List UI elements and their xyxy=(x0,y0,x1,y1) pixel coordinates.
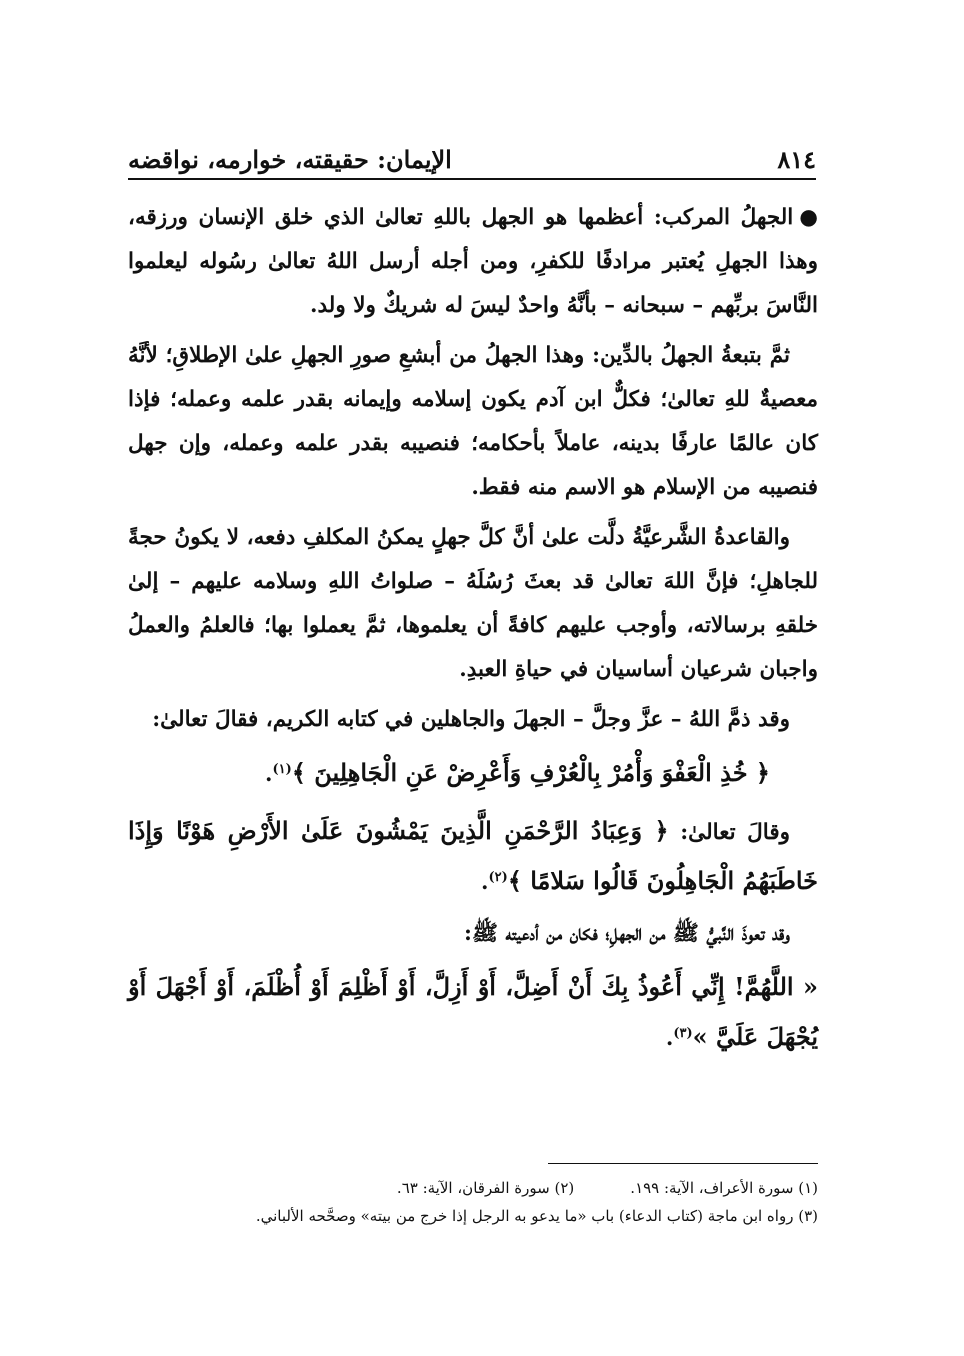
paragraph-text: الجهلُ المركب: أعظمها هو الجهل باللهِ تعالىٰ الذي خلق الإنسان ورزقه، وهذا الجهلِ يُعتبر مرادفًا للكفرِ، ومن أجله أرسل اللهُ تعالىٰ رسُوله ليعلموا النَّاسَ بربِّهم – سبحانه – بأنَّهُ واحدٌ ليسَ له شريكٌ ولا ولد. xyxy=(128,205,818,318)
verse-text: ﴿ خُذِ الْعَفْوَ وَأْمُرْ بِالْعُرْفِ وَأَعْرِضْ عَنِ الْجَاهِلِينَ ﴾ xyxy=(291,758,770,787)
footnote-rule xyxy=(548,1163,818,1164)
running-title: الإيمان: حقيقته، خوارمه، نواقضه xyxy=(128,145,452,174)
paragraph-supplication: وقد تعوذَ النَّبيُّ ﷺ من الجهلِ؛ فكان من أدعيته ﷺ: xyxy=(464,921,790,946)
footnote-ref-1: (١) xyxy=(272,761,292,777)
footnote-3: (٣) رواه ابن ماجة (كتاب الدعاء) باب «ما يدعو به الرجل إذا خرج من بيته» وصحَّحه الألباني. xyxy=(255,1207,818,1225)
hadith-text: « اللَّهُمَّ! إِنِّي أَعُوذُ بِكَ أَنْ أَضِلَّ، أَوْ أَزِلَّ، أَوْ أَظْلِمَ أَوْ أُظْلَمَ، أَوْ أَجْهَلَ أَوْ يُجْهَلَ عَلَيَّ » xyxy=(128,972,818,1051)
footnote-1: (١) سورة الأعراف، الآية: ١٩٩. xyxy=(630,1179,818,1197)
paragraph-verse-2: وقالَ تعالىٰ: ﴿ وَعِبَادُ الرَّحْمَنِ الَّذِينَ يَمْشُونَ عَلَىٰ الأَرْضِ هَوْنًا وَإِذَا خَاطَبَهُمُ الْجَاهِلُونَ قَالُوا سَلامًا ﴾$^{(٢)}$. xyxy=(128,816,818,895)
footnote-2: (٢) سورة الفرقان، الآية: ٦٣. xyxy=(396,1179,575,1197)
page-header xyxy=(128,128,816,174)
paragraph-religious-ignorance: ثمَّ بتبعةُ الجهلُ بالدِّين: وهذا الجهلُ من أبشعِ صورِ الجهلِ علىٰ الإطلاقِ؛ لأنَّهُ معصيةٌ للهِ تعالىٰ؛ فكلٌّ ابن آدم يكون إسلامه وإيمانه بقدر علمه وعمله؛ فإذا كان عالمًا عارفًا بدينه، عاملاً بأحكامه؛ فنصيبه بقدر علمه وعمله، وإن جهل فنصيبه من الإسلام هو الاسم منه فقط. xyxy=(128,343,818,500)
page-number: ٨١٤ xyxy=(777,145,816,174)
hadith-quote: « اللَّهُمَّ! إِنِّي أَعُوذُ بِكَ أَنْ أَضِلَّ، أَوْ أَزِلَّ، أَوْ أَظْلِمَ أَوْ أُظْلَمَ، أَوْ أَجْهَلَ أَوْ يُجْهَلَ عَلَيَّ »$^{(٣)}$. xyxy=(128,972,818,1051)
footnote-ref-2: (٢) xyxy=(488,869,508,885)
verse-text: ﴿ وَعِبَادُ الرَّحْمَنِ الَّذِينَ يَمْشُونَ عَلَىٰ الأَرْضِ هَوْنًا وَإِذَا خَاطَبَهُمُ الْجَاهِلُونَ قَالُوا سَلامًا ﴾ xyxy=(128,816,818,895)
footnote-ref-3: (٣) xyxy=(673,1025,693,1041)
paragraph-legal-rule: والقاعدةُ الشَّرعيَّةُ دلَّت علىٰ أنَّ كلَّ جهلٍ يمكنُ المكلفِ دفعه، لا يكونُ حجةً للجاهلِ؛ فإنَّ اللهَ تعالىٰ قد بعثَ رُسُلَهُ – صلواتُ اللهِ وسلامه عليهم – إلىٰ خلقهِ برسالاته، وأوجب عليهم كافةً أن يعلموها، ثمَّ يعملوا بها؛ فالعلمُ والعملُ واجبان شرعيان أساسيان في حياةِ العبدِ. xyxy=(128,525,818,682)
bullet-icon: ● xyxy=(799,205,818,230)
header-rule xyxy=(128,178,816,180)
verse-lead: وقالَ تعالىٰ: xyxy=(680,820,790,845)
main-text xyxy=(128,196,818,1068)
footnote-row xyxy=(128,1174,818,1202)
footnotes xyxy=(128,1174,818,1230)
paragraph-censure: وقد ذمَّ اللهُ – عزَّ وجلَّ – الجهلَ والجاهلين في كتابه الكريم، فقالَ تعالىٰ: xyxy=(152,707,790,732)
quran-verse-1: ﴿ خُذِ الْعَفْوَ وَأْمُرْ بِالْعُرْفِ وَأَعْرِضْ عَنِ الْجَاهِلِينَ ﴾$^{(١)}$. xyxy=(265,758,770,787)
paragraph-compound-ignorance xyxy=(128,196,818,328)
